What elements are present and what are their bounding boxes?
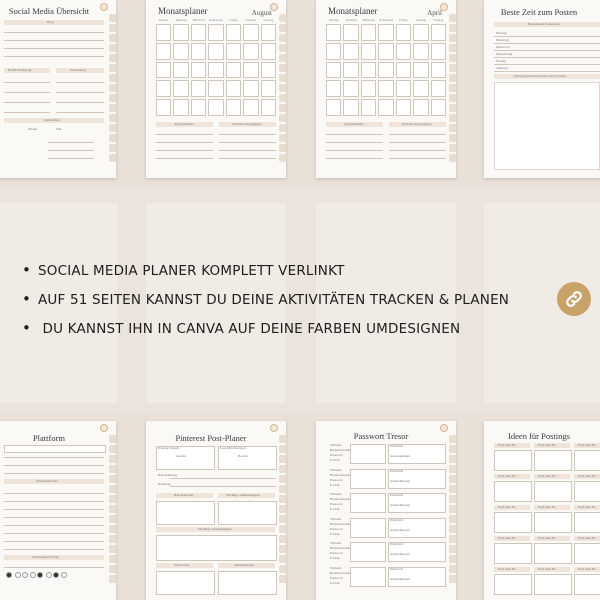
pw-field-label: E-mail	[330, 482, 340, 487]
pw-input[interactable]	[350, 493, 386, 513]
field-label: Posting Datum	[158, 446, 179, 450]
field-label: Anmerkungen	[234, 563, 255, 567]
page-beste-zeit	[484, 0, 600, 178]
pw-field-label: Benutzername	[330, 472, 351, 477]
page-social-media-overview	[0, 0, 116, 178]
side-tabs[interactable]	[279, 435, 286, 583]
pw-platform-label: Plattform	[390, 444, 404, 448]
pw-field-label: Passwort	[330, 575, 343, 580]
pw-input[interactable]	[350, 444, 386, 464]
tasks-label: Aufgabenliste	[174, 122, 194, 126]
pw-platform-label: Plattform	[390, 517, 404, 522]
pw-field-label: Website	[330, 541, 342, 545]
page-title: Pinterest Post-Planer	[175, 433, 247, 443]
idea-cell-label: Post Idee Nr.	[538, 505, 557, 509]
right-label: Wochentag	[70, 68, 86, 72]
field-label: Geschäftsbezogen	[220, 446, 246, 450]
calendar-grid[interactable]	[326, 24, 446, 116]
idea-cell-label: Post Idee Nr.	[498, 443, 517, 447]
idea-cell[interactable]	[574, 543, 600, 564]
pw-notes-label: Anmerkungen	[390, 576, 411, 581]
field-label: Beschreibung	[158, 473, 178, 477]
month-label: Monat	[28, 127, 38, 131]
pw-field-label: Benutzername	[330, 448, 351, 452]
pw-field-label: Website	[330, 565, 342, 570]
day-label: Montag	[496, 31, 507, 35]
month-name: August	[251, 9, 272, 17]
field-label: Stichworte	[174, 563, 190, 567]
page-title: Passwort Tresor	[353, 431, 409, 441]
page-title: Ideen für Postings	[508, 431, 570, 441]
idea-cell[interactable]	[534, 574, 572, 595]
side-tabs[interactable]	[449, 14, 456, 162]
idea-cell-label: Post Idee Nr.	[538, 474, 557, 478]
field-label: Wichtige Anmerkungen	[226, 493, 260, 497]
side-tabs[interactable]	[109, 14, 116, 162]
side-tabs[interactable]	[109, 435, 116, 583]
pw-field-label: Benutzername	[330, 521, 351, 526]
pw-field-label: Website	[330, 492, 342, 496]
idea-cell[interactable]	[574, 481, 600, 502]
section-label: Überblick/Stats	[36, 479, 58, 483]
idea-cell[interactable]	[534, 481, 572, 502]
pw-input[interactable]	[350, 542, 386, 562]
idea-cell[interactable]	[534, 543, 572, 564]
year-label: Jahr	[56, 127, 62, 131]
pw-field-label: Passwort	[330, 526, 343, 531]
page-ideen-postings	[484, 421, 600, 600]
color-dots	[6, 572, 67, 579]
pw-field-label: Benutzername	[330, 546, 351, 550]
idea-cell[interactable]	[494, 450, 532, 471]
pw-notes-label: Anmerkungen	[390, 503, 411, 507]
pw-field-label: Passwort	[330, 477, 343, 482]
pw-field-label: Website	[330, 443, 342, 447]
left-label: Profil Postbelegt	[8, 68, 32, 72]
idea-cell-label: Post Idee Nr.	[498, 474, 517, 478]
idea-cell-label: Post Idee Nr.	[498, 536, 517, 540]
footer-label: Verwendete Farben	[32, 555, 60, 559]
notes-label: Notizen/Anregungen	[402, 122, 432, 126]
page-title: Plattform	[32, 433, 66, 443]
day-label: Dienstag	[496, 38, 509, 42]
tasks-label: Aufgabenliste	[344, 122, 364, 126]
idea-cell-label: Post Idee Nr.	[538, 443, 557, 447]
idea-cell[interactable]	[494, 543, 532, 564]
weekday-row: Montag Dienstag Mittwoch Donnerstag Freitag Samstag Sonntag	[159, 18, 274, 22]
page-passwort-tresor	[316, 421, 456, 600]
header-label: Blog	[47, 20, 54, 24]
pw-field-label: Benutzername	[330, 570, 351, 575]
field-label: Hashtags	[158, 482, 171, 486]
pw-field-label: E-mail	[330, 458, 340, 462]
page-title: Social Media Übersicht	[8, 6, 90, 16]
pw-platform-label: Plattform	[390, 493, 404, 497]
idea-cell-label: Post Idee Nr.	[538, 536, 557, 540]
side-tabs[interactable]	[279, 14, 286, 162]
page-monatsplaner-august	[146, 0, 286, 178]
calendar-grid[interactable]	[156, 24, 276, 116]
field-label: Anzahl	[176, 454, 187, 458]
header-bar	[4, 20, 104, 25]
idea-cell-label: Post Idee Nr.	[538, 567, 557, 571]
pw-input[interactable]	[350, 518, 386, 538]
pw-field-label: Passwort	[330, 502, 343, 506]
pw-field-label: Passwort	[330, 551, 343, 555]
idea-cell[interactable]	[574, 512, 600, 533]
day-label: Mittwoch	[496, 45, 510, 49]
field-label: Beschreibung	[174, 493, 194, 497]
tab-ring-icon	[100, 424, 108, 432]
idea-cell-label: Post Idee Nr.	[578, 505, 597, 509]
idea-cell-label: Post Idee Nr.	[578, 567, 597, 571]
day-label: Samstag	[496, 66, 508, 70]
idea-cell[interactable]	[494, 512, 532, 533]
side-tabs[interactable]	[449, 435, 456, 583]
pw-field-label: E-mail	[330, 556, 340, 560]
bullet-item-2: • AUF 51 SEITEN KANNST DU DEINE AKTIVITÄTEN TRACKEN & PLANEN	[22, 290, 510, 308]
idea-cell[interactable]	[494, 481, 532, 502]
idea-cell-label: Post Idee Nr.	[498, 567, 517, 571]
pw-field-label: Passwort	[330, 453, 343, 457]
pw-notes-label: Anmerkungen	[390, 454, 411, 458]
weekday-row: Montag Dienstag Mittwoch Donnerstag Freitag Samstag Sonntag	[329, 18, 444, 22]
pw-field-label: E-mail	[330, 507, 340, 511]
pw-input[interactable]	[350, 567, 386, 587]
day-label: Donnerstag	[496, 52, 513, 56]
pw-input[interactable]	[350, 469, 386, 489]
pw-notes-label: Anmerkungen	[390, 527, 411, 532]
field-label: Boards	[238, 454, 248, 458]
pw-platform-label: Plattform	[390, 468, 404, 473]
idea-cell[interactable]	[494, 574, 532, 595]
pw-field-label: Benutzername	[330, 497, 351, 501]
page-pinterest-planer	[146, 421, 286, 600]
day-label: Freitag	[496, 59, 506, 63]
idea-cell[interactable]	[574, 450, 600, 471]
bullet-item-3: • DU KANNST IHN IN CANVA AUF DEINE FARBEN UMDESIGNEN	[22, 319, 461, 337]
pw-field-label: E-mail	[330, 580, 340, 585]
page-monatsplaner-april	[316, 0, 456, 178]
idea-cell-label: Post Idee Nr.	[578, 474, 597, 478]
page-title: Monatsplaner	[158, 6, 208, 16]
idea-cell[interactable]	[574, 574, 600, 595]
pw-field-label: Website	[330, 516, 342, 521]
month-name: April	[427, 9, 442, 17]
idea-cell-label: Post Idee Nr.	[578, 443, 597, 447]
tab-ring-icon	[270, 424, 278, 432]
pw-notes-label: Anmerkungen	[390, 552, 411, 556]
field-label: Wichtige Anmerkungen	[198, 527, 232, 531]
idea-cell-label: Post Idee Nr.	[578, 536, 597, 540]
pw-platform-label: Plattform	[390, 542, 404, 546]
pw-field-label: E-mail	[330, 531, 340, 536]
idea-cell-label: Post Idee Nr.	[498, 505, 517, 509]
section-label: Aktivitäten	[44, 118, 60, 122]
page-title: Monatsplaner	[328, 6, 378, 16]
pw-notes-label: Anmerkungen	[390, 478, 411, 483]
idea-cell[interactable]	[534, 512, 572, 533]
notes-label: Notizen/Anregungen	[232, 122, 262, 126]
page-title: Beste Zeit zum Posten	[500, 7, 578, 17]
pw-platform-label: Plattform	[390, 566, 404, 571]
pw-field-label: Website	[330, 467, 342, 472]
idea-cell[interactable]	[534, 450, 572, 471]
link-icon	[557, 282, 591, 316]
header-label: Bestehende Postzeiten	[528, 22, 560, 26]
footer-label: Überwiegende Postzeiten der Woche	[514, 74, 566, 78]
page-plattform	[0, 421, 116, 600]
bullet-item-1: • SOCIAL MEDIA PLANER KOMPLETT VERLINKT	[22, 261, 345, 279]
